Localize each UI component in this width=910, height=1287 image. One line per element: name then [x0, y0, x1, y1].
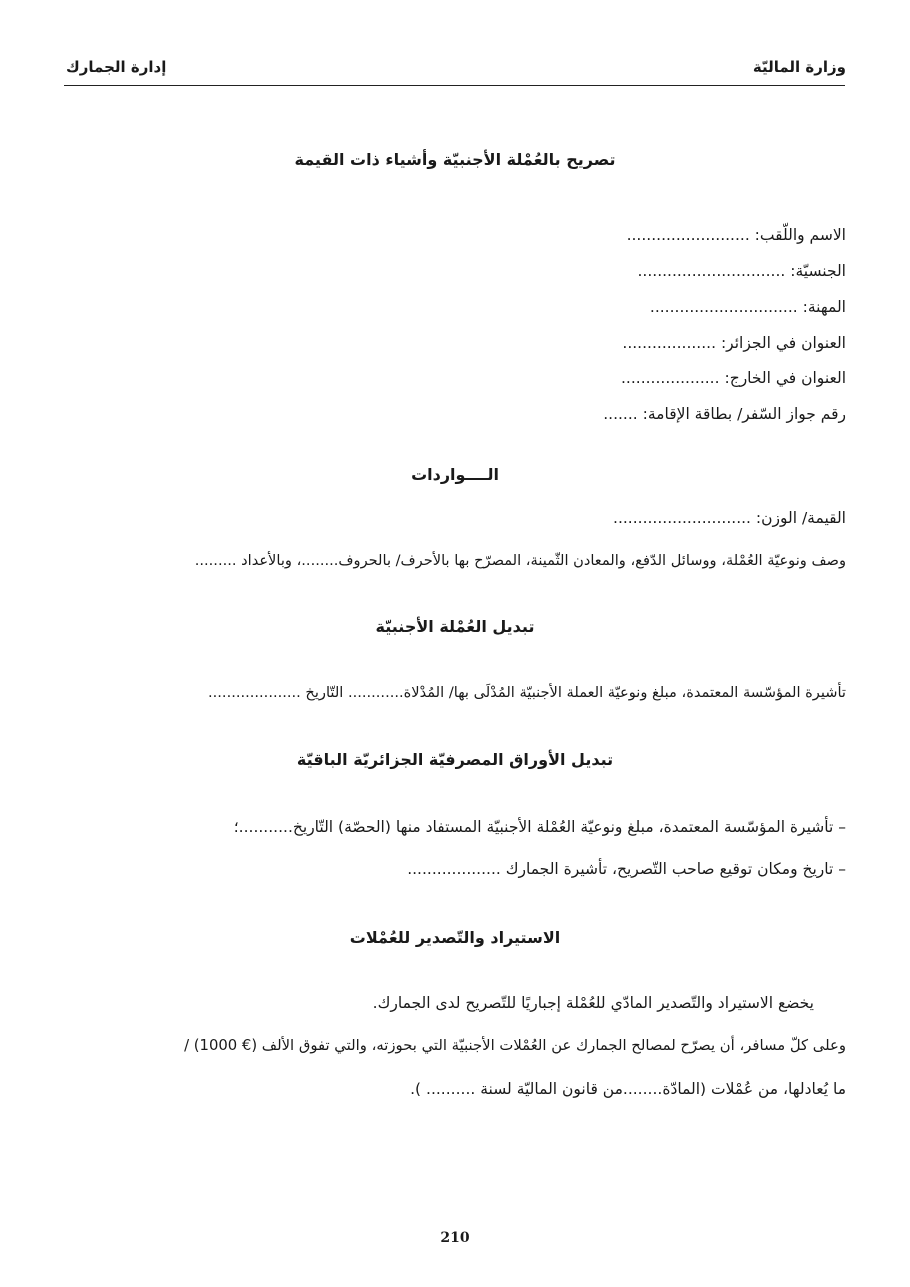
imports-heading: الــــواردات: [411, 465, 499, 484]
imports-value-weight: القيمة/ الوزن: ............................: [613, 509, 846, 527]
banknotes-heading: تبديل الأوراق المصرفيّة الجزائريّة الباقيّة: [296, 750, 614, 769]
exchange-line: تأشيرة المؤسّسة المعتمدة، مبلغ ونوعيّة العملة الأجنبيّة المُدْلَى بها/ المُدْلاة............ التّاريخ ....................: [208, 684, 846, 701]
import-export-paragraph-1: يخضع الاستيراد والتّصدير المادّي للعُمْلة إجباريًا للتّصريح لدى الجمارك.: [372, 994, 814, 1012]
import-export-paragraph-2a: وعلى كلّ مسافر، أن يصرّح لمصالح الجمارك عن العُمْلات الأجنبيّة التي بحوزته، والتي تفوق الألف (€ 1000) /: [184, 1037, 846, 1054]
page-number: 210: [440, 1230, 470, 1246]
header-rule: [64, 85, 845, 86]
field-nationality: الجنسيّة: ..............................: [637, 262, 846, 280]
import-export-heading: الاستيراد والتّصدير للعُمْلات: [349, 928, 561, 947]
field-profession: المهنة: ..............................: [649, 298, 846, 316]
imports-description: وصف ونوعيّة العُمْلة، ووسائل الدّفع، والمعادن الثّمينة، المصرّح بها بالأحرف/ بالحروف........، وبالأعداد .........: [194, 552, 846, 569]
import-export-paragraph-2b: ما يُعادلها، من عُمْلات (المادّة........من قانون الماليّة لسنة .......... ).: [410, 1080, 846, 1098]
field-name: الاسم واللّقب: .........................: [626, 226, 846, 244]
banknotes-item-visa: – تأشيرة المؤسّسة المعتمدة، مبلغ ونوعيّة العُمْلة الأجنبيّة المستفاد منها (الحصّة) التّاريخ...........؛: [233, 818, 846, 836]
document-title: تصريح بالعُمْلة الأجنبيّة وأشياء ذات القيمة: [294, 150, 616, 169]
field-address-algeria: العنوان في الجزائر: ...................: [622, 334, 846, 352]
field-passport-number: رقم جواز السّفر/ بطاقة الإقامة: .......: [603, 405, 846, 423]
field-address-abroad: العنوان في الخارج: ....................: [621, 369, 846, 387]
exchange-heading: تبديل العُمْلة الأجنبيّة: [375, 617, 535, 636]
header-department: إدارة الجمارك: [66, 58, 167, 76]
banknotes-item-date-signature: – تاريخ ومكان توقيع صاحب التّصريح، تأشيرة الجمارك ...................: [407, 860, 846, 878]
header-ministry: وزارة الماليّة: [752, 58, 846, 76]
